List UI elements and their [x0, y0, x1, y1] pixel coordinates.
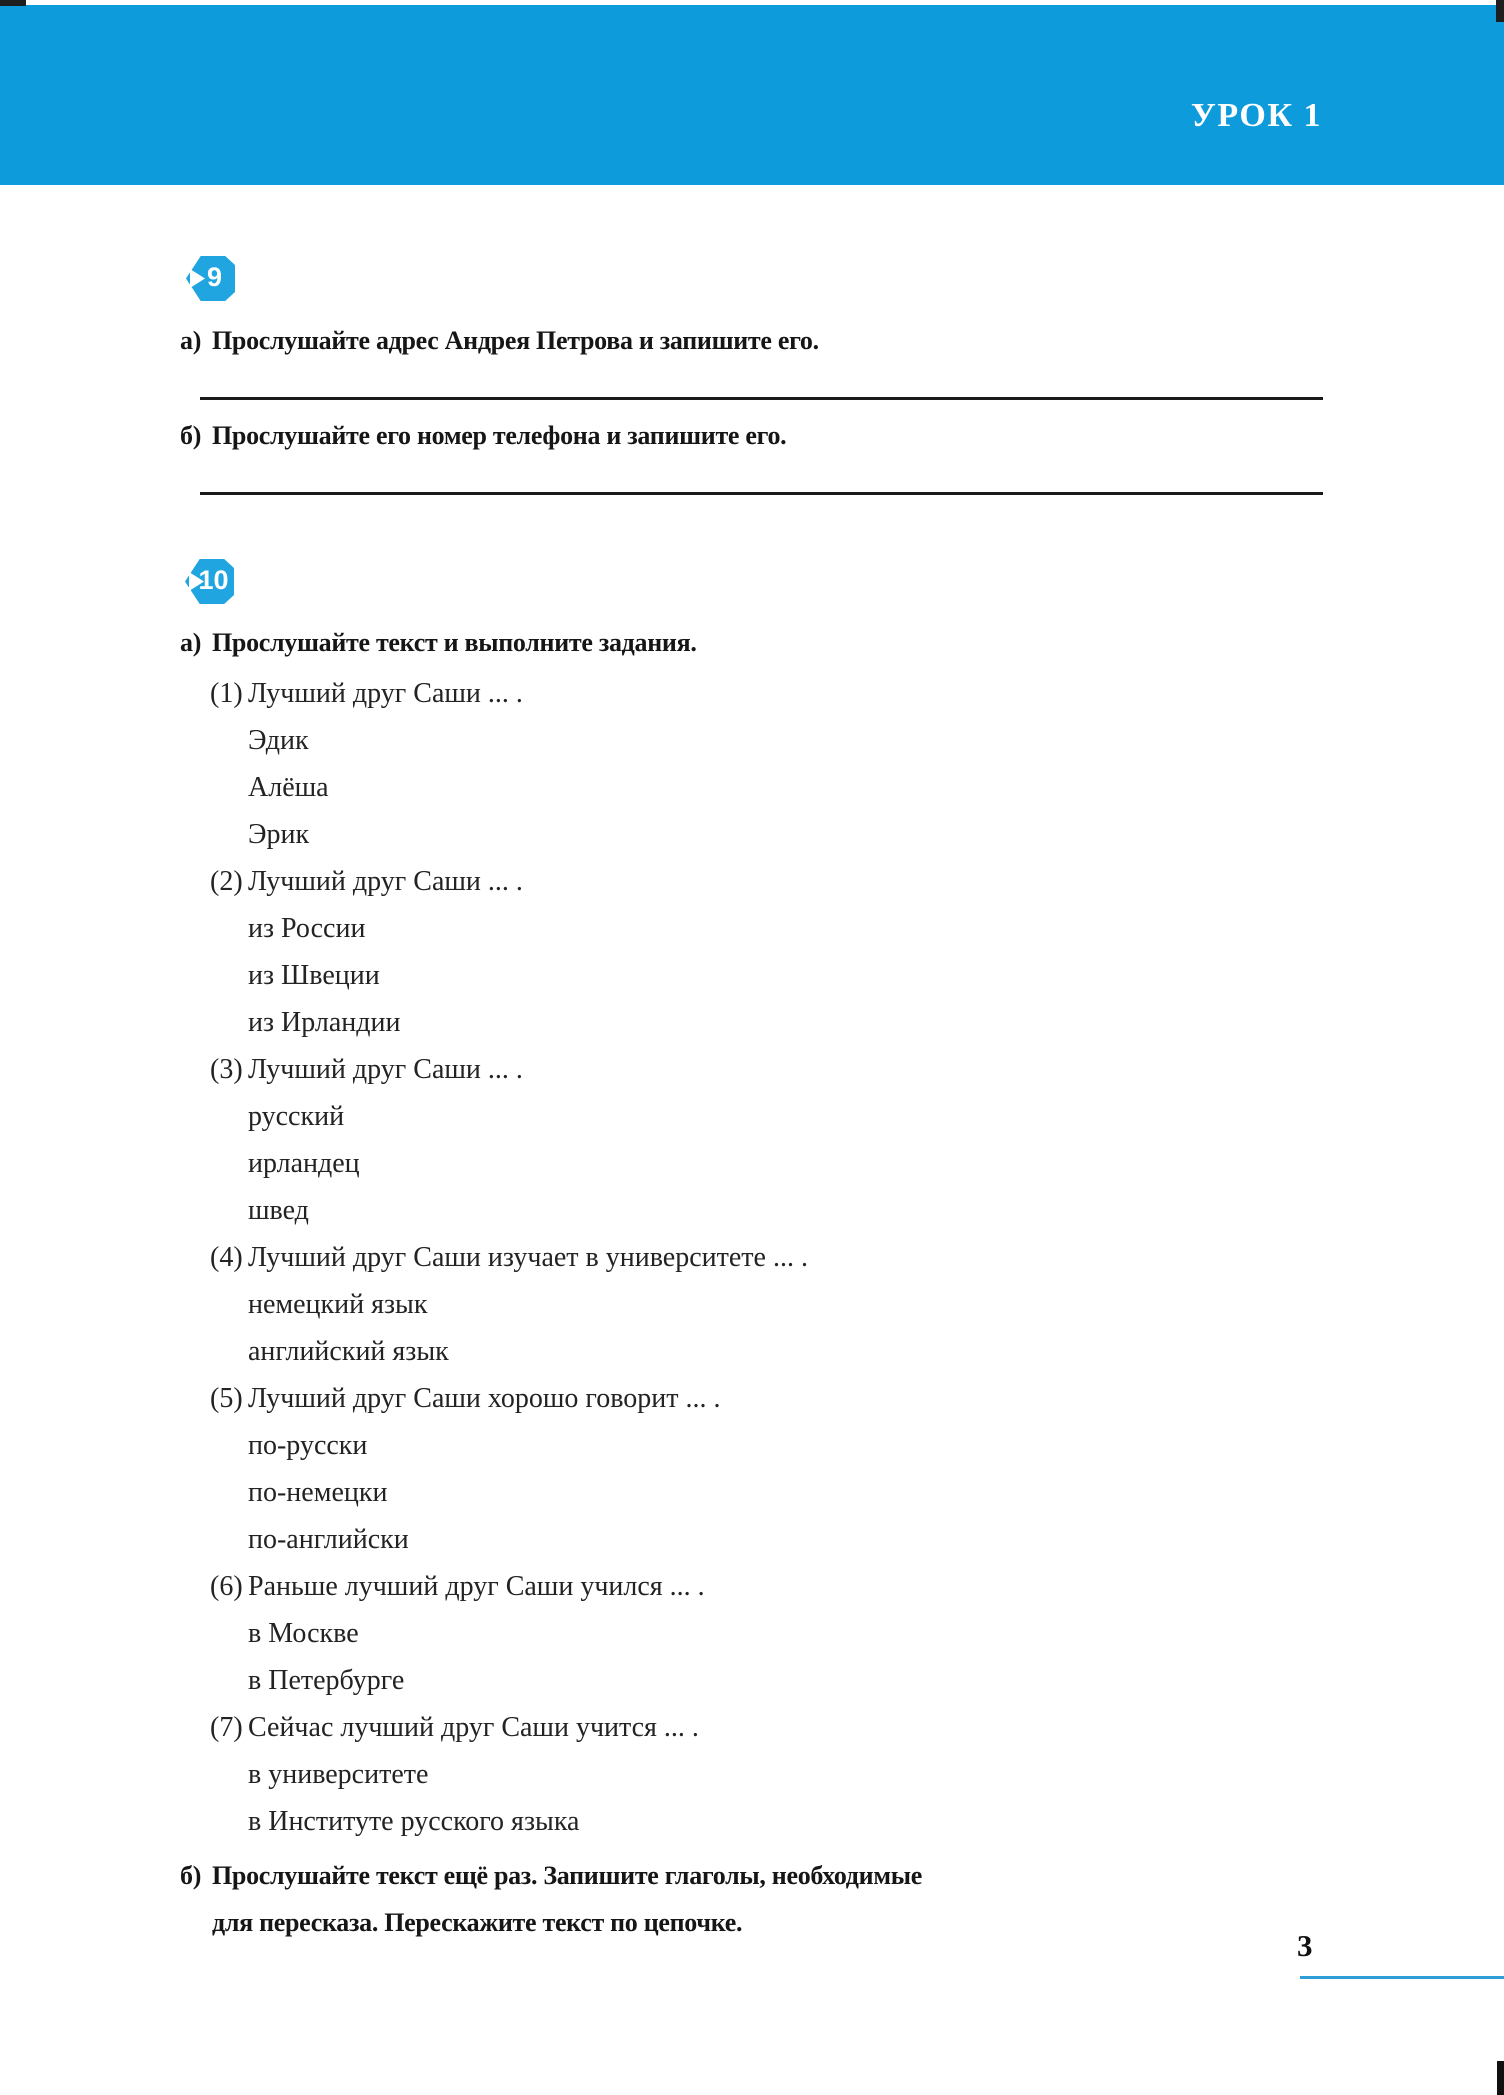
exercise-10-number: 10: [198, 565, 229, 595]
question-number: (5): [210, 1383, 243, 1414]
part-b-marker: б): [180, 1861, 202, 1890]
question-text: Лучший друг Саши хорошо говорит ... .: [248, 1383, 721, 1414]
question-1-option-1: Эдик: [248, 725, 309, 756]
question-number: (4): [210, 1242, 243, 1273]
part-a-marker: а): [180, 628, 202, 657]
question-text: Лучший друг Саши изучает в университете ... .: [248, 1242, 808, 1273]
lesson-header-band: [0, 5, 1504, 185]
exercise-9-part-a: [180, 326, 819, 356]
question-1-option-3: Эрик: [248, 819, 310, 850]
question-2-option-3: из Ирландии: [248, 1007, 401, 1038]
question-7-option-2: в Институте русского языка: [248, 1806, 580, 1837]
exercise-10-part-b: [180, 1852, 982, 1946]
exercise-10-part-a: [180, 628, 697, 658]
question-5-option-1: по-русски: [248, 1430, 368, 1461]
scan-crop-mark-top-right: [1496, 0, 1504, 22]
question-number: (1): [210, 678, 243, 709]
question-4-option-2: английский язык: [248, 1336, 449, 1367]
question-4: [210, 1234, 1310, 1281]
question-7: [210, 1704, 1310, 1751]
part-a-instruction: Прослушайте текст и выполните задания.: [212, 628, 697, 657]
exercise-9-number: 9: [206, 262, 223, 292]
question-5-option-2: по-немецки: [248, 1477, 388, 1508]
footer-rule: [1300, 1976, 1504, 1979]
question-1-option-2: Алёша: [248, 772, 329, 803]
exercise-9-part-b: [180, 421, 786, 451]
lesson-title: УРОК 1: [1190, 97, 1322, 134]
question-6: [210, 1563, 1310, 1610]
question-text: Раньше лучший друг Саши учился ... .: [248, 1571, 705, 1602]
part-a-marker: а): [180, 326, 202, 355]
question-2-option-2: из Швеции: [248, 960, 380, 991]
question-text: Сейчас лучший друг Саши учится ... .: [248, 1712, 699, 1743]
question-3-option-2: ирландец: [248, 1148, 360, 1179]
question-2: [210, 858, 1310, 905]
question-text: Лучший друг Саши ... .: [248, 1054, 523, 1085]
question-number: (3): [210, 1054, 243, 1085]
answer-blank-address: [200, 397, 1323, 400]
question-5-option-3: по-английски: [248, 1524, 409, 1555]
part-b-instruction-line-1: Прослушайте текст ещё раз. Запишите глаголы, необходимые: [212, 1861, 922, 1890]
question-number: (6): [210, 1571, 243, 1602]
question-6-option-2: в Петербурге: [248, 1665, 405, 1696]
question-3-option-1: русский: [248, 1101, 345, 1132]
part-b-instruction-line-2: для пересказа. Перескажите текст по цепочке.: [212, 1908, 743, 1937]
question-text: Лучший друг Саши ... .: [248, 866, 523, 897]
exercise-9-badge: [186, 256, 235, 301]
page-number: 3: [1297, 1928, 1313, 1963]
scan-crop-mark-top-left: [0, 0, 26, 6]
exercise-10-badge: [185, 559, 234, 604]
part-b-instruction: Прослушайте его номер телефона и запишите его.: [212, 421, 787, 450]
question-6-option-1: в Москве: [248, 1618, 359, 1649]
question-number: (7): [210, 1712, 243, 1743]
question-3-option-3: швед: [248, 1195, 309, 1226]
question-3: [210, 1046, 1310, 1093]
question-4-option-1: немецкий язык: [248, 1289, 428, 1320]
question-1: [210, 670, 1310, 717]
question-2-option-1: из России: [248, 913, 366, 944]
scan-crop-mark-bottom-right: [1497, 2061, 1504, 2095]
question-number: (2): [210, 866, 243, 897]
part-a-instruction: Прослушайте адрес Андрея Петрова и запишите его.: [212, 326, 819, 355]
question-list: [210, 670, 1310, 1845]
answer-blank-phone: [200, 492, 1323, 495]
question-5: [210, 1375, 1310, 1422]
part-b-marker: б): [180, 421, 202, 450]
question-7-option-1: в университете: [248, 1759, 429, 1790]
question-text: Лучший друг Саши ... .: [248, 678, 523, 709]
